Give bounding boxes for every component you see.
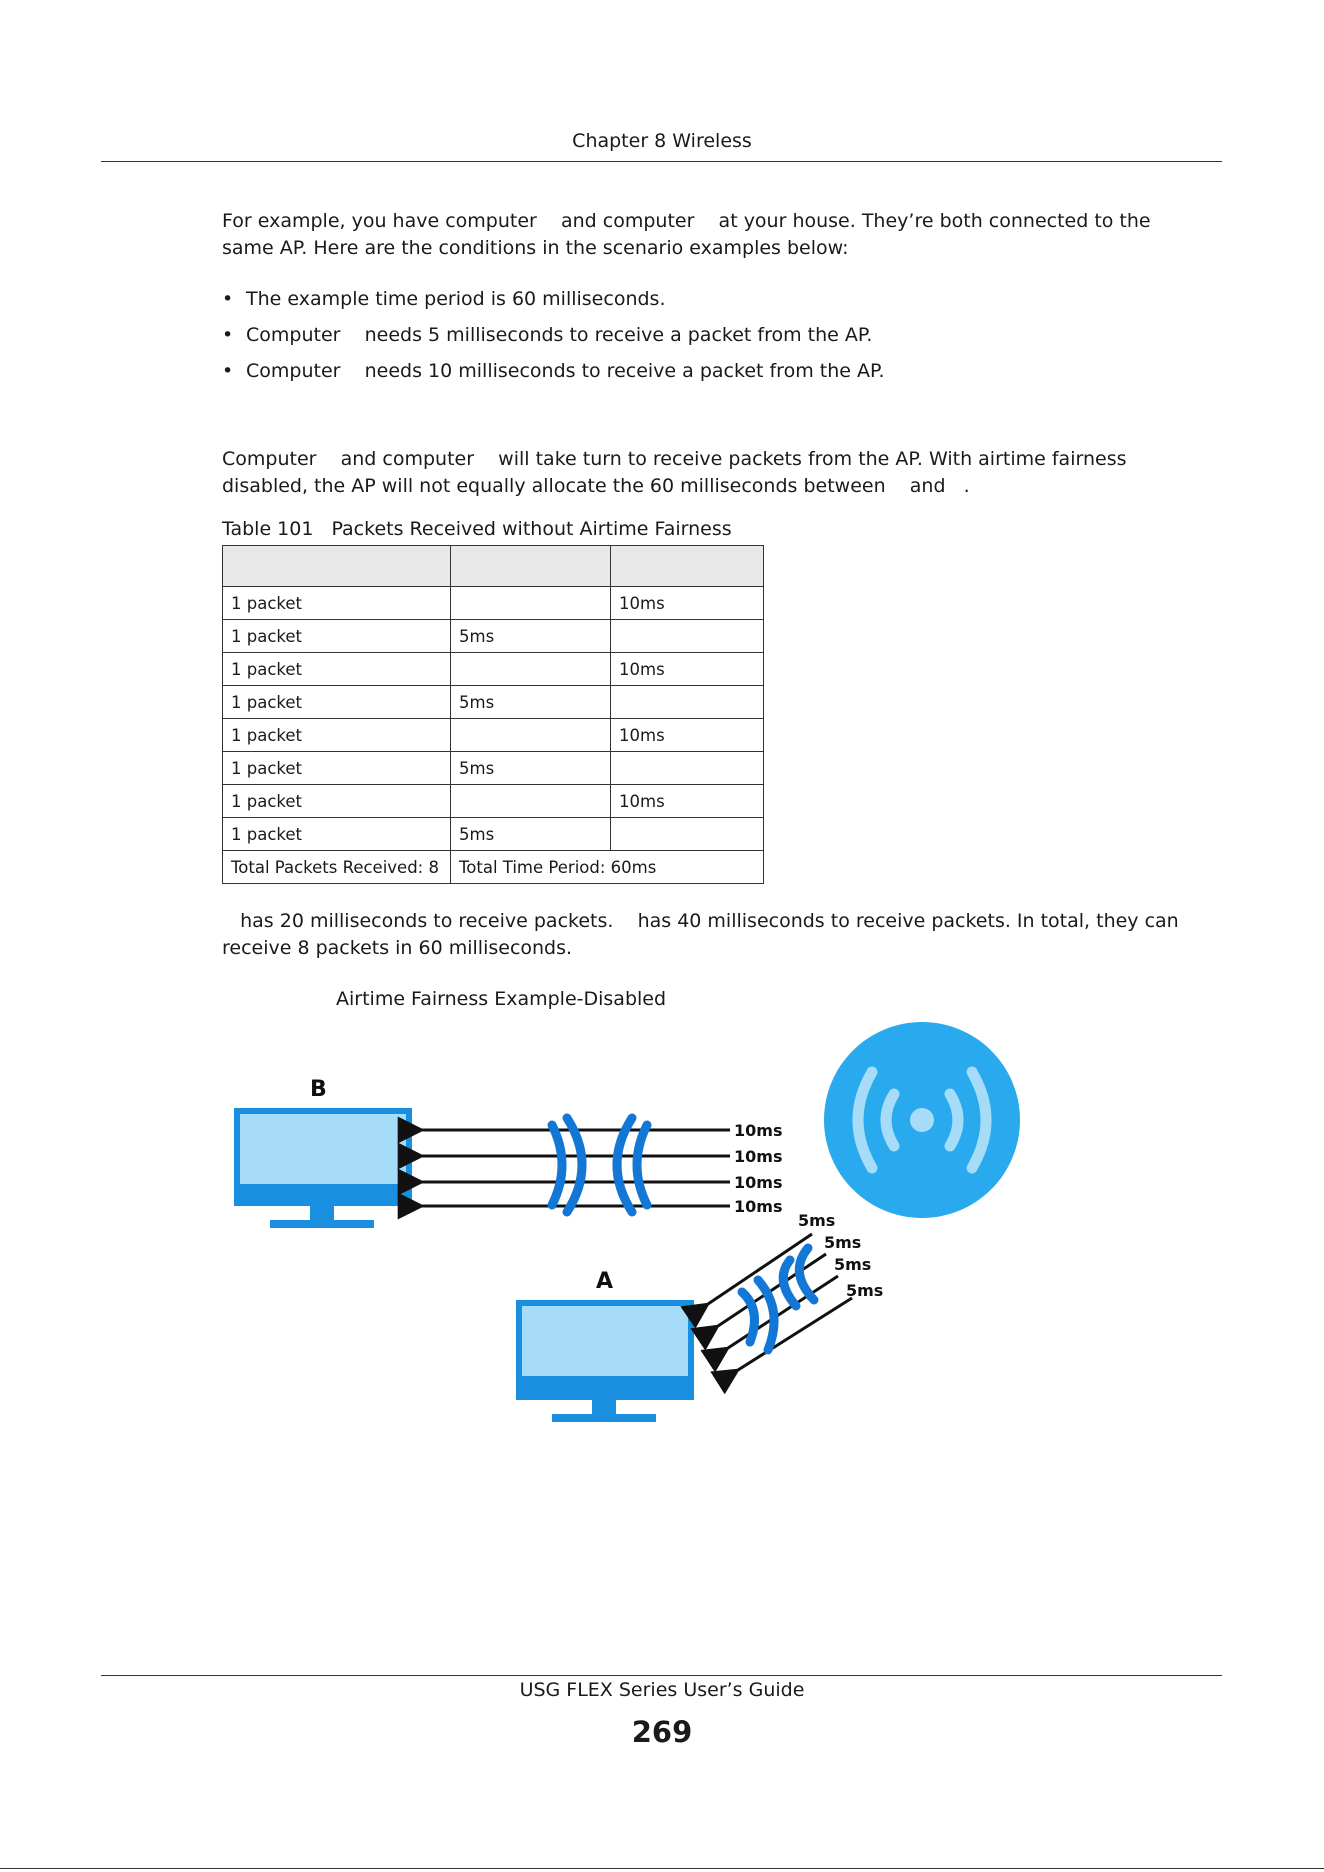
table-row: [223, 785, 764, 818]
table-number: Table 101: [222, 518, 314, 540]
list-item: • Computer needs 5 milliseconds to receive a packet from the AP.: [222, 324, 873, 346]
table-cell: 1 packet: [223, 620, 451, 653]
access-point-icon: [824, 1022, 1020, 1218]
airtime-diagram: [222, 1010, 1042, 1430]
list-item: • Computer needs 10 milliseconds to receive a packet from the AP.: [222, 360, 885, 382]
b-signal-waves-icon: [552, 1118, 647, 1212]
table-row: [223, 719, 764, 752]
label-b: B: [310, 1077, 327, 1102]
table-header-cell: [611, 546, 764, 587]
turn-paragraph: [222, 446, 1222, 500]
a-arrows: [708, 1234, 852, 1370]
monitor-b-neck: [310, 1206, 334, 1220]
monitor-b-screen: [240, 1114, 406, 1184]
table-cell: 1 packet: [223, 587, 451, 620]
result-paragraph: [222, 908, 1222, 962]
result-line-1: has 20 milliseconds to receive packets. has 40 milliseconds to receive packets. In total, they can: [222, 910, 1179, 932]
figure-title: Airtime Fairness Example-Disabled: [336, 988, 667, 1010]
computer-a-monitor-icon: [516, 1300, 694, 1422]
monitor-a-neck: [592, 1400, 616, 1414]
footer-rule: [101, 1675, 1222, 1676]
intro-line-1: For example, you have computer and computer at your house. They’re both connected to the: [222, 210, 1151, 232]
monitor-b-base: [270, 1220, 374, 1228]
table-cell: Total Time Period: 60ms: [451, 851, 764, 884]
a-time-label: 5ms: [834, 1255, 872, 1274]
table-cell: 10ms: [611, 719, 764, 752]
table-cell: [611, 818, 764, 851]
packets-table: [222, 545, 764, 884]
table-cell: [611, 686, 764, 719]
b-time-label: 10ms: [734, 1197, 783, 1216]
monitor-a-screen: [522, 1306, 688, 1376]
table-cell: Total Packets Received: 8: [223, 851, 451, 884]
table-row: [223, 653, 764, 686]
table-cell: 1 packet: [223, 686, 451, 719]
b-time-label: 10ms: [734, 1173, 783, 1192]
table-caption: [222, 518, 732, 540]
table-cell: [451, 785, 611, 818]
computer-b-monitor-icon: [234, 1108, 412, 1228]
table-cell: 5ms: [451, 686, 611, 719]
table-header-cell: [451, 546, 611, 587]
table-row: [223, 818, 764, 851]
table-cell: 5ms: [451, 620, 611, 653]
table-cell: 5ms: [451, 752, 611, 785]
table-header-row: [223, 546, 764, 587]
turn-line-2: disabled, the AP will not equally allocate the 60 milliseconds between and .: [222, 475, 970, 497]
a-time-label: 5ms: [798, 1211, 836, 1230]
turn-line-1: Computer and computer will take turn to receive packets from the AP. With airtime fairness: [222, 448, 1127, 470]
table-row: [223, 686, 764, 719]
page-number: 269: [631, 1715, 693, 1749]
table-cell: 1 packet: [223, 719, 451, 752]
table-cell: 1 packet: [223, 752, 451, 785]
table-cell: 10ms: [611, 587, 764, 620]
table-cell: 10ms: [611, 653, 764, 686]
table-cell: 1 packet: [223, 653, 451, 686]
result-line-2: receive 8 packets in 60 milliseconds.: [222, 937, 573, 959]
table-row: [223, 587, 764, 620]
monitor-a-base: [552, 1414, 656, 1422]
table-header-cell: [223, 546, 451, 587]
intro-line-2: same AP. Here are the conditions in the scenario examples below:: [222, 237, 849, 259]
table-cell: 1 packet: [223, 818, 451, 851]
bottom-rule: [0, 1868, 1324, 1869]
b-time-label: 10ms: [734, 1147, 783, 1166]
header-rule: [101, 161, 1222, 162]
list-item: • The example time period is 60 milliseconds.: [222, 288, 666, 310]
table-cell: 1 packet: [223, 785, 451, 818]
chapter-title: Chapter 8 Wireless: [572, 130, 752, 152]
table-total-row: [223, 851, 764, 884]
table-cell: [451, 719, 611, 752]
guide-title: USG FLEX Series User’s Guide: [519, 1679, 805, 1701]
a-time-label: 5ms: [846, 1281, 884, 1300]
condition-list: [222, 284, 885, 392]
table-cell: [451, 653, 611, 686]
table-row: [223, 620, 764, 653]
intro-paragraph: [222, 208, 1222, 262]
label-a: A: [596, 1269, 614, 1294]
table-cell: [451, 587, 611, 620]
table-cell: [611, 752, 764, 785]
a-time-label: 5ms: [824, 1233, 862, 1252]
table-caption-text: Packets Received without Airtime Fairness: [331, 518, 732, 540]
table-cell: 10ms: [611, 785, 764, 818]
b-time-label: 10ms: [734, 1121, 783, 1140]
table-cell: 5ms: [451, 818, 611, 851]
table-cell: [611, 620, 764, 653]
table-row: [223, 752, 764, 785]
